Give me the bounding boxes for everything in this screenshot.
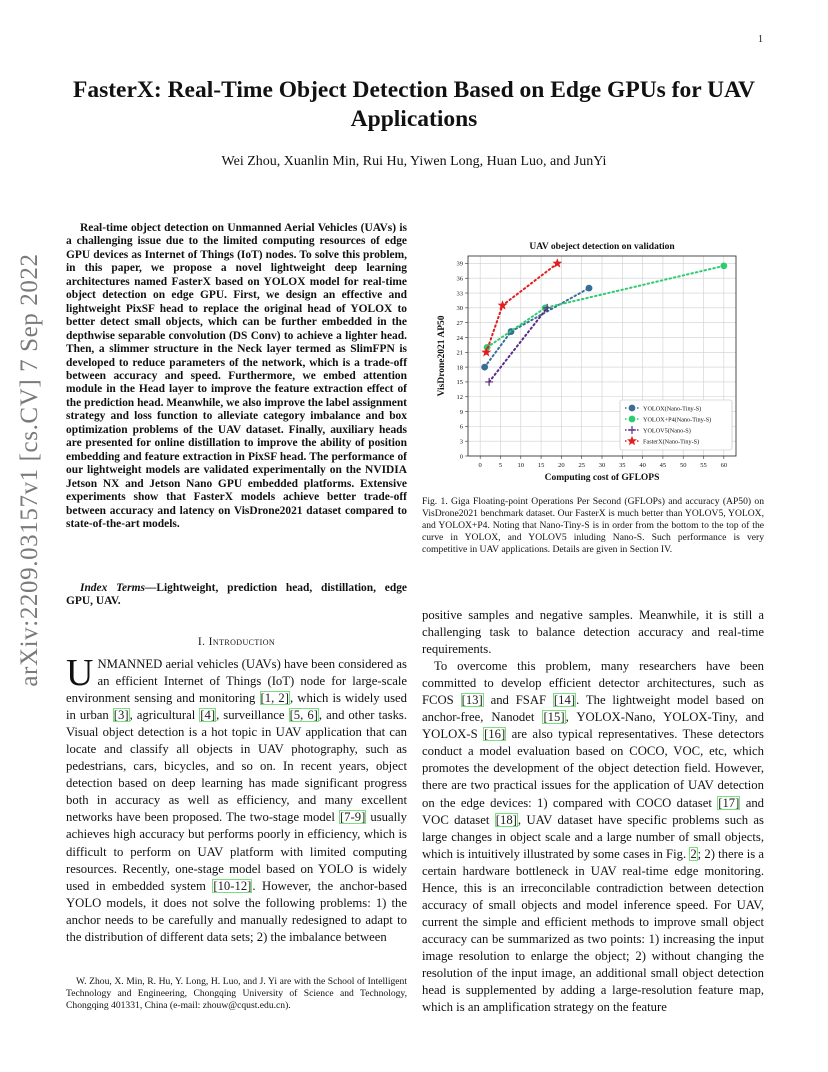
paragraph-text: , UAV dataset have specific problems such as large changes in object scale and a large number of small objects, which is intuitively illustrated by some cases in Fig. [422,812,764,861]
page-number: 1 [758,34,763,45]
paragraph-text: To overcome this problem, many researchers have been committed to develop efficient detector architectures, such as FCOS [422,659,764,708]
y-tick-label: 21 [456,349,463,357]
paragraph-text: , YOLOX-Nano, YOLOX-Tiny, and YOLOX-S [422,710,764,742]
x-tick-label: 0 [478,462,482,469]
paragraph-text: and VOC dataset [422,795,765,827]
citation-link[interactable]: [7-9] [339,810,366,825]
abstract: Real-time object detection on Unmanned Aerial Vehicles (UAVs) is a challenging issue due to the limited computing resources of edge GPU devices as Internet of Things (IoT) nodes. To solve this problem, in this paper, we propose a novel lightweight deep learning architectures named FasterX based on YOLOX model for real-time object detection on edge GPU. First, we design an effective and lightweight PixSF head to replace the original head of YOLOX to better detect small objects, which can be further embedded in the depthwise separable convolution (DS Conv) to achieve a lighter head. Then, a slimmer structure in the Neck layer termed as SlimFPN is developed to reduce parameters of the network, which is a trade-off between accuracy and speed. Furthermore, we embed attention module in the Head layer to improve the feature extraction effect of the prediction head. Meanwhile, we also improve the label assignment strategy and loss function to alleviate category imbalance and box optimization problems of the UAV dataset. Finally, auxiliary heads are presented for online distillation to improve the ability of position embedding and feature extraction in PixSF head. The performance of our lightweight models are validated experimentally on the NVIDIA Jetson NX and Jetson Nano GPU embedded platforms. Extensive experiments show that FasterX models achieve better trade-off between accuracy and latency on VisDrone2021 dataset compared to state-of-the-art models. [66,222,407,530]
legend-label: FasterX(Nano-Tiny-S) [643,438,700,446]
figure-caption: Fig. 1. Giga Floating-point Operations Per Second (GFLOPs) and accuracy (AP50) on VisDrone2021 benchmark dataset. Our FasterX is much better than YOLOV5, YOLOX, and YOLOX+P4. Noting that Nano-Tiny-S is in order from the bottom to the top of the curve in YOLOX, and YOLOV5 inluding Nano-S. Such performance is very competitive in UAV applications. Details are given in Section IV. [422,496,764,556]
x-tick-label: 55 [700,462,707,469]
citation-link[interactable]: [13] [461,693,483,708]
right-column-text [422,607,764,1016]
citation-link[interactable]: [1, 2] [260,691,289,706]
introduction-text [66,652,408,946]
intro-text: , which is widely used in urban [66,691,407,723]
intro-text: usually achieves high accuracy but performs poorly in efficiency, which is difficult to perform on UAV platform with limited computing resources. Recently, one-stage model based on YOLO is widely used in embedded system [66,810,408,893]
figure-link[interactable]: 2 [690,846,697,861]
legend-marker [629,405,636,412]
y-tick-label: 0 [459,453,463,461]
drop-cap: U [66,652,94,694]
y-tick-label: 30 [456,305,463,313]
author-list: Wei Zhou, Xuanlin Min, Rui Hu, Yiwen Long, Huan Luo, and JunYi [221,154,607,169]
citation-link[interactable]: [15] [543,710,565,725]
y-tick-label: 9 [459,408,463,416]
section-heading-introduction: I. Introduction [197,636,276,648]
y-tick-label: 15 [456,379,463,387]
index-terms-label: Index Terms [80,582,145,594]
data-point [586,285,593,292]
y-tick-label: 36 [456,275,463,283]
y-tick-label: 12 [456,394,463,402]
citation-link[interactable]: [4] [200,708,216,723]
citation-link[interactable]: [10-12] [213,878,252,893]
legend-label: YOLOX(Nano-Tiny-S) [643,405,702,413]
citation-link[interactable]: [17] [718,795,740,810]
y-tick-label: 3 [459,438,463,446]
y-axis-label: VisDrone2021 AP50 [437,315,447,397]
x-tick-label: 45 [659,462,667,469]
y-tick-label: 6 [459,423,463,431]
citation-link[interactable]: [3] [113,708,129,723]
y-tick-label: 33 [456,290,463,298]
paper-title: FasterX: Real-Time Object Detection Based on Edge GPUs for UAV Applications [72,77,756,132]
data-point [720,262,727,269]
intro-text: , surveillance [216,708,285,723]
x-tick-label: 25 [578,462,585,469]
legend-label: YOLOV5(Nano-S) [643,427,691,435]
chart-title: UAV obeject detection on validation [529,242,675,252]
y-tick-label: 18 [456,364,463,372]
index-terms [66,582,407,609]
paragraph-text: . The lightweight model based on anchor-free, Nanodet [422,693,765,725]
x-tick-label: 15 [537,462,545,469]
citation-link[interactable]: [18] [495,812,517,827]
chart-figure [434,236,754,486]
citation-link[interactable]: [5, 6] [289,708,318,723]
paragraph-text: and FSAF [490,693,547,708]
paragraph: positive samples and negative samples. Meanwhile, it is still a challenging task to balance detection accuracy and real-time requirements. [422,608,764,657]
x-tick-label: 30 [598,462,606,469]
x-axis-label: Computing cost of GFLOPS [544,473,660,483]
index-terms-text: —Lightweight, prediction head, distillation, edge GPU, UAV. [66,582,408,608]
paragraph-text: are also typical representatives. These detectors conduct a model evaluation based on COCO, VOC, etc, which promotes the development of the object detection field. However, there are two practical issues for the application of UAV detection on the edge devices: 1) compared with COCO dataset [422,727,764,810]
data-point [481,364,488,371]
citation-link[interactable]: [16] [484,727,506,742]
x-tick-label: 50 [679,462,687,469]
paragraph-text: ; 2) there is a certain hardware bottleneck in UAV real-time edge monitoring. Hence, this is an irreconcilable contradiction between detection accuracy of small objects and model inference speed. For UAV, current the simple and efficient methods to improve small object accuracy can be summarized as two points: 1) increasing the input image resolution to enlarge the object; 2) without changing the resolution of the input image, an additional small object detection head is supplemented by adding a large-resolution feature map, which is an amplification strategy on the feature [422,846,764,1015]
y-tick-label: 27 [456,319,463,327]
intro-text: . However, the anchor-based YOLO models, it does not solve the following problems: 1) the anchor needs to be carefully and manually redesigned to adapt to the distribution of different data sets; 2) the imbalance between [66,878,408,944]
x-tick-label: 5 [498,462,503,469]
x-tick-label: 40 [639,462,646,469]
intro-text: , and other tasks. Visual object detection is a hot topic in UAV application that can locate and classify all objects in UAV photography, such as pedestrians, cars, bicycles, and so on. In recent years, object detection based on deep learning has made significant progress both in accuracy as well as efficiency, and many excellent networks have been proposed. The two-stage model [66,708,408,825]
arxiv-stamp: arXiv:2209.03157v1 [cs.CV] 7 Sep 2022 [16,253,43,687]
y-tick-label: 24 [456,334,463,342]
x-tick-label: 20 [558,462,565,469]
intro-lead: NMANNED aerial vehicles (UAVs) have been considered as an efficient Internet of Things (IoT) node for large-scale environment sensing and monitoring [66,657,407,706]
x-tick-label: 35 [619,462,626,469]
citation-link[interactable]: [14] [553,693,576,708]
legend-label: YOLOX+P4(Nano-Tiny-S) [643,416,712,424]
x-tick-label: 10 [517,462,525,469]
intro-text: , agricultural [129,708,196,723]
legend-marker [629,416,636,423]
paragraph [422,658,764,1016]
y-tick-label: 39 [456,260,463,268]
x-tick-label: 60 [720,462,728,469]
author-affiliation-footnote: W. Zhou, X. Min, R. Hu, Y. Long, H. Luo, and J. Yi are with the School of Intelligent Technology and Engineering, Chongqing University of Science and Technology, Chongqing 401331, China (e-mail: zhouw@cqust.edu.cn). [66,976,407,1011]
